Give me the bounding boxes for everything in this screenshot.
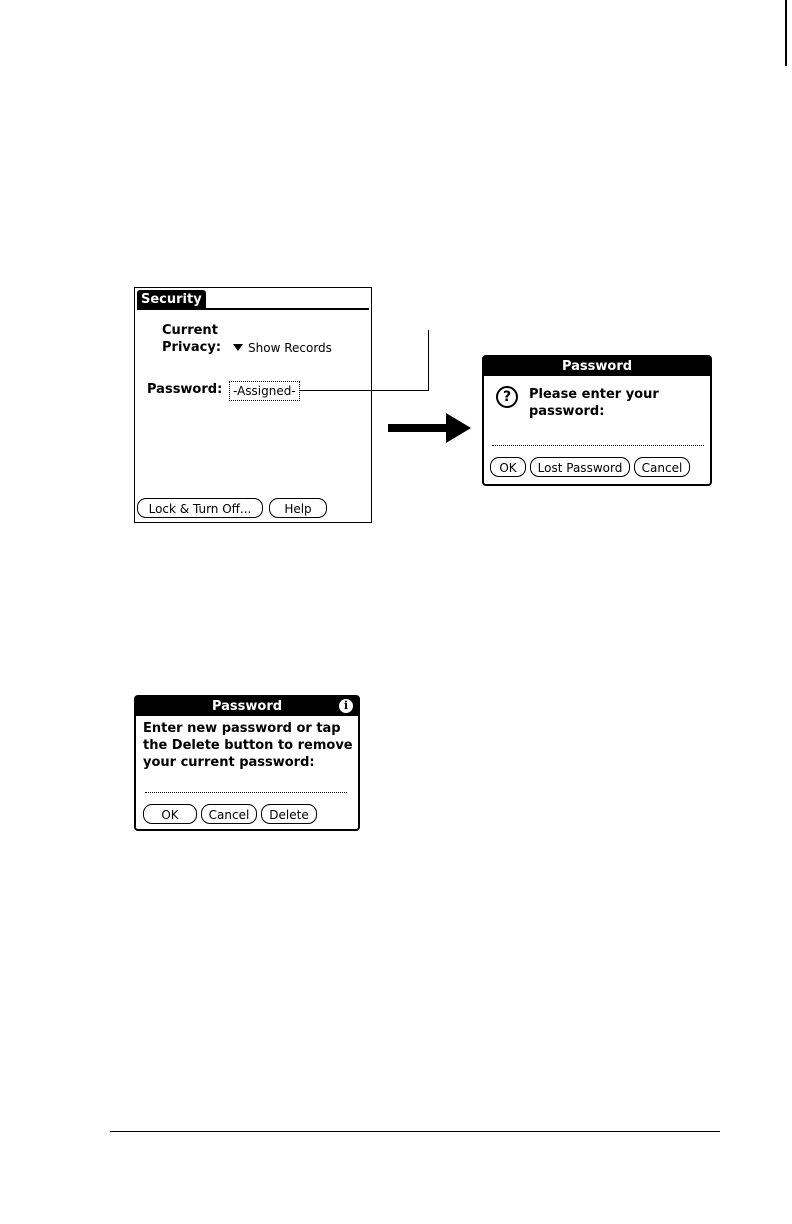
ok-button[interactable]: OK bbox=[143, 804, 197, 824]
new-password-input[interactable] bbox=[145, 792, 347, 793]
dialog-title: Password bbox=[484, 357, 710, 376]
title-underline bbox=[137, 308, 369, 310]
dialog-message: Enter new password or tap the Delete button to remove your current password: bbox=[143, 721, 353, 770]
privacy-value: Show Records bbox=[248, 341, 332, 355]
password-dialog bbox=[482, 355, 712, 486]
password-label: Password: bbox=[147, 382, 223, 397]
security-screen bbox=[134, 287, 372, 523]
question-icon: ? bbox=[496, 386, 518, 408]
help-button[interactable]: Help bbox=[269, 498, 327, 518]
lost-password-button[interactable]: Lost Password bbox=[530, 457, 630, 477]
info-icon[interactable]: i bbox=[339, 699, 353, 713]
callout-line-vertical bbox=[428, 330, 429, 391]
security-tab: Security bbox=[137, 290, 206, 310]
cancel-button[interactable]: Cancel bbox=[201, 804, 257, 824]
dialog-title: Password bbox=[136, 697, 358, 716]
dropdown-triangle-icon bbox=[233, 344, 243, 351]
privacy-picker[interactable] bbox=[233, 341, 332, 355]
password-field[interactable]: -Assigned- bbox=[229, 381, 300, 401]
footer-rule bbox=[110, 1131, 720, 1132]
callout-line-horizontal bbox=[300, 390, 429, 391]
arrow-shaft bbox=[388, 424, 448, 432]
ok-button[interactable]: OK bbox=[490, 457, 526, 477]
password-input[interactable] bbox=[492, 445, 704, 446]
privacy-label: Privacy: bbox=[162, 340, 222, 355]
delete-button[interactable]: Delete bbox=[261, 804, 317, 824]
arrow-right-icon bbox=[446, 413, 471, 443]
change-password-dialog bbox=[134, 695, 360, 831]
dialog-message: Please enter your password: bbox=[529, 387, 659, 419]
lock-turn-off-button[interactable]: Lock & Turn Off... bbox=[137, 498, 263, 518]
cancel-button[interactable]: Cancel bbox=[634, 457, 690, 477]
current-label: Current bbox=[162, 323, 218, 338]
page-edge-rule bbox=[785, 0, 787, 66]
